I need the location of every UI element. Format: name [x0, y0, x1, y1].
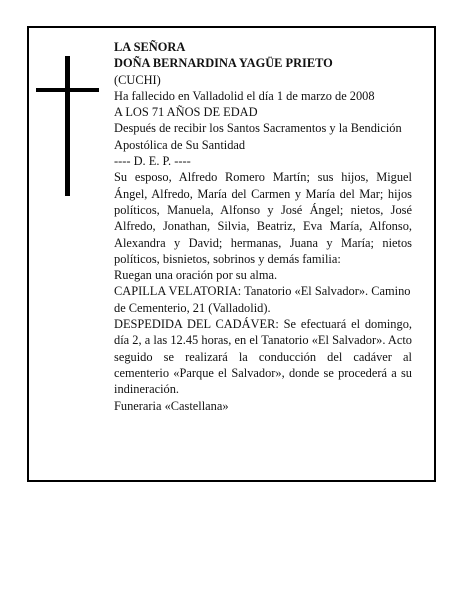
deceased-name: DOÑA BERNARDINA YAGÜE PRIETO: [114, 56, 333, 71]
prayer-line: Ruegan una oración por su alma.: [114, 268, 278, 283]
nickname: (CUCHI): [114, 72, 161, 87]
funeral-home: Funeraria «Castellana»: [114, 398, 229, 413]
death-statement: Ha fallecido en Valladolid el día 1 de marzo de 2008: [114, 88, 375, 103]
cross-icon-bar: [36, 88, 99, 92]
chapel-paragraph: CAPILLA VELATORIA: Tanatorio «El Salvador». Camino de Cementerio, 21 (Valladolid).: [114, 284, 411, 315]
cross-icon: [65, 56, 70, 196]
obituary-text: [114, 39, 412, 414]
family-paragraph: Su esposo, Alfredo Romero Martín; sus hijos, Miguel Ángel, Alfredo, María del Carmen y María del Mar; hijos políticos, Manuela, Alfonso y José Ángel; nietos, José Alfredo, Jonathan, Silvia, Beatriz, Eva María, Alfonso, Alexandra y David; hermanas, Juana y María; nietos políticos, bisnietos, sobrinos y demás familia:: [114, 170, 412, 266]
farewell-paragraph: DESPEDIDA DEL CADÁVER: Se efectuará el domingo, día 2, a las 12.45 horas, en el Tanatorio «El Salvador». Acto seguido se realizará la conducción del cadáver al cementerio «Parque el Salvador», donde se procederá a su indineración.: [114, 317, 412, 397]
title-line: LA SEÑORA: [114, 40, 186, 54]
sacraments-line: Después de recibir los Santos Sacramentos y la Bendición Apostólica de Su Santidad: [114, 121, 402, 152]
rip-line: ---- D. E. P. ----: [114, 154, 191, 169]
age-line: A LOS 71 AÑOS DE EDAD: [114, 105, 258, 120]
